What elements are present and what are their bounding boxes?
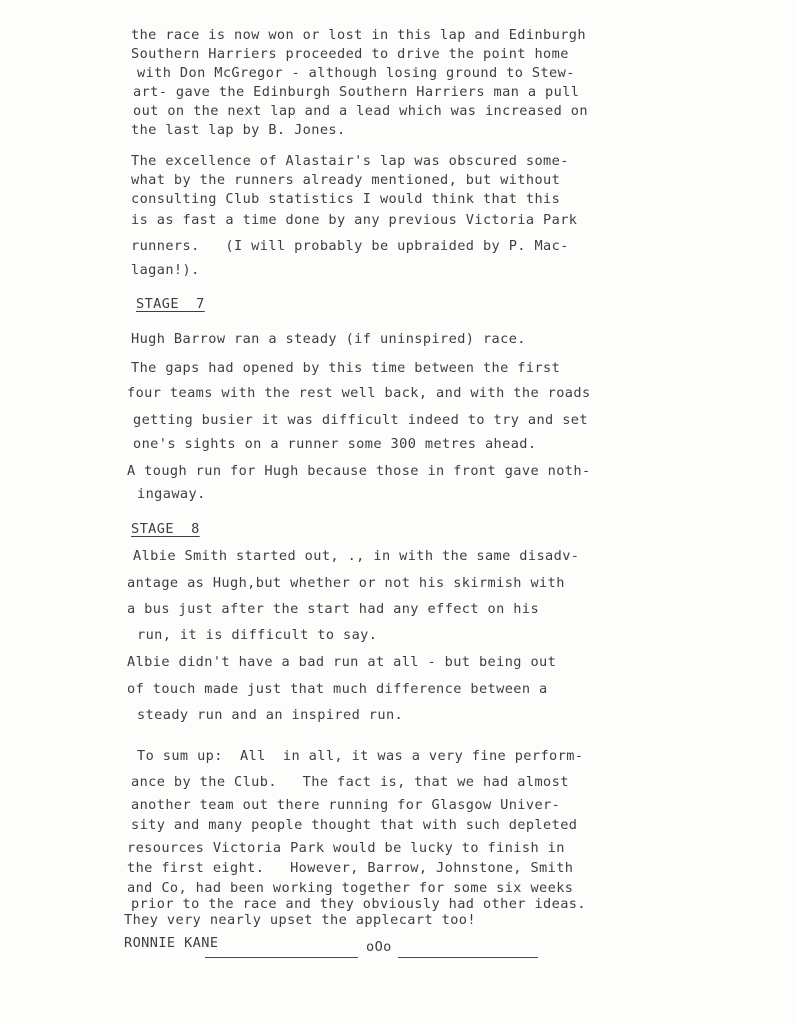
text-line: ance by the Club. The fact is, that we had almost	[131, 774, 569, 790]
text-line: They very nearly upset the applecart too!	[124, 912, 476, 928]
text-line: another team out there running for Glasgow Univer-	[131, 797, 561, 813]
text-line: getting busier it was difficult indeed to try and set	[133, 412, 588, 428]
text-line: is as fast a time done by any previous Victoria Park	[131, 212, 578, 228]
text-line: resources Victoria Park would be lucky to finish in	[127, 840, 565, 856]
text-line: The excellence of Alastair's lap was obscured some-	[131, 153, 569, 169]
text-line: with Don McGregor - although losing ground to Stew-	[137, 65, 575, 81]
signature-rule-left	[205, 957, 358, 958]
text-line: one's sights on a runner some 300 metres ahead.	[133, 436, 537, 452]
text-line: of touch made just that much difference between a	[127, 681, 548, 697]
end-marker: oOo	[366, 939, 392, 955]
text-line: four teams with the rest well back, and with the roads	[127, 385, 591, 401]
text-line: what by the runners already mentioned, but without	[131, 172, 561, 188]
text-line: The gaps had opened by this time between the first	[131, 360, 561, 376]
text-line: the first eight. However, Barrow, Johnstone, Smith	[127, 860, 574, 876]
text-line: antage as Hugh,but whether or not his skirmish with	[127, 575, 565, 591]
text-line: Albie didn't have a bad run at all - but being out	[127, 654, 557, 670]
text-line: run, it is difficult to say.	[137, 627, 378, 643]
text-line: art- gave the Edinburgh Southern Harriers man a pull	[133, 84, 580, 100]
text-line: To sum up: All in all, it was a very fine perform-	[137, 748, 584, 764]
text-line: A tough run for Hugh because those in front gave noth-	[127, 463, 591, 479]
stage-8-heading: STAGE 8	[131, 521, 200, 537]
signature: RONNIE KANE	[124, 935, 219, 951]
text-line: a bus just after the start had any effect on his	[127, 601, 540, 617]
text-line: out on the next lap and a lead which was increased on	[133, 103, 588, 119]
text-line: Albie Smith started out, ., in with the same disadv-	[133, 548, 580, 564]
text-line: ingaway.	[137, 486, 206, 502]
text-line: lagan!).	[131, 262, 200, 278]
text-line: consulting Club statistics I would think that this	[131, 191, 561, 207]
text-line: prior to the race and they obviously had other ideas.	[131, 896, 586, 912]
text-line: the last lap by B. Jones.	[131, 122, 346, 138]
signature-rule-right	[398, 957, 538, 958]
text-line: runners. (I will probably be upbraided by P. Mac-	[131, 238, 569, 254]
text-line: sity and many people thought that with such depleted	[131, 817, 578, 833]
text-line: and Co, had been working together for some six weeks	[127, 880, 574, 896]
text-line: Hugh Barrow ran a steady (if uninspired) race.	[131, 331, 526, 347]
text-line: the race is now won or lost in this lap and Edinburgh	[131, 27, 586, 43]
stage-7-heading: STAGE 7	[136, 296, 205, 312]
text-line: Southern Harriers proceeded to drive the point home	[131, 46, 569, 62]
text-line: steady run and an inspired run.	[137, 707, 404, 723]
